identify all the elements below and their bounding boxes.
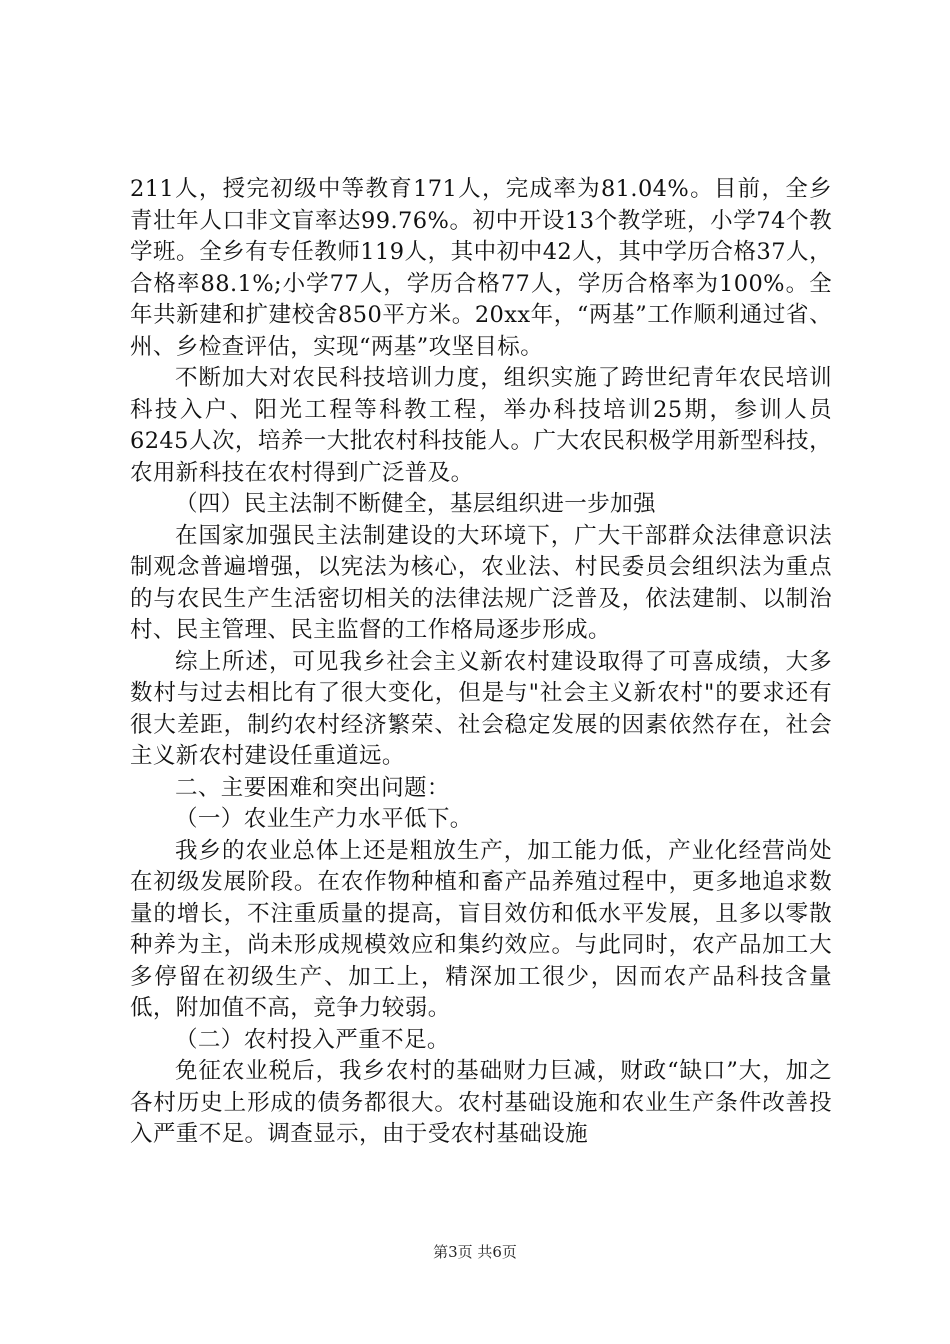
paragraph-summary: 综上所述，可见我乡社会主义新农村建设取得了可喜成绩，大多数村与过去相比有了很大变化，但是与"社会主义新农村"的要求还有很大差距，制约农村经济繁荣、社会稳定发展的因素依然存在，社会主义新农村建设任重道远。 (130, 648, 832, 769)
page-footer: 第3页 共6页 (433, 1243, 517, 1261)
paragraph-agriculture: 我乡的农业总体上还是粗放生产，加工能力低，产业化经营尚处在初级发展阶段。在农作物种植和畜产品养殖过程中，更多地追求数量的增长，不注重质量的提高，盲目效仿和低水平发展，且多以零散种养为主，尚未形成规模效应和集约效应。与此同时，农产品加工大多停留在初级生产、加工上，精深加工很少，因而农产品科技含量低，附加值不高，竞争力较弱。 (130, 837, 832, 1021)
subsection-heading-investment: （二）农村投入严重不足。 (175, 1026, 450, 1053)
paragraph-education-stats: 211人，授完初级中等教育171人，完成率为81.04%。目前，全乡青壮年人口非文盲率达99.76%。初中开设13个教学班，小学74个教学班。全乡有专任教师119人，其中初中42人，其中学历合格37人，合格率88.1%;小学77人，学历合格77人，学历合格率为100%。全年共新建和扩建校舍850平方米。20xx年，“两基”工作顺利通过省、州、乡检查评估，实现“两基”攻坚目标。 (130, 176, 832, 360)
paragraph-investment: 免征农业税后，我乡农村的基础财力巨减，财政“缺口”大，加之各村历史上形成的债务都很大。农村基础设施和农业生产条件改善投入严重不足。调查显示，由于受农村基础设施 (130, 1058, 832, 1147)
section-heading-democracy: （四）民主法制不断健全，基层组织进一步加强 (175, 491, 656, 517)
document-body (130, 174, 832, 1151)
subsection-heading-productivity: （一）农业生产力水平低下。 (175, 806, 473, 832)
paragraph-tech-training: 不断加大对农民科技培训力度，组织实施了跨世纪青年农民培训科技入户、阳光工程等科教工程，举办科技培训25期，参训人员6245人次，培养一大批农村科技能人。广大农民积极学用新型科技，农用新科技在农村得到广泛普及。 (130, 365, 832, 486)
section-heading-problems: 二、主要困难和突出问题： (175, 774, 450, 801)
paragraph-legal-system: 在国家加强民主法制建设的大环境下，广大干部群众法律意识法制观念普遍增强，以宪法为核心，农业法、村民委员会组织法为重点的与农民生产生活密切相关的法律法规广泛普及，依法建制、以制治村、民主管理、民主监督的工作格局逐步形成。 (130, 522, 832, 643)
